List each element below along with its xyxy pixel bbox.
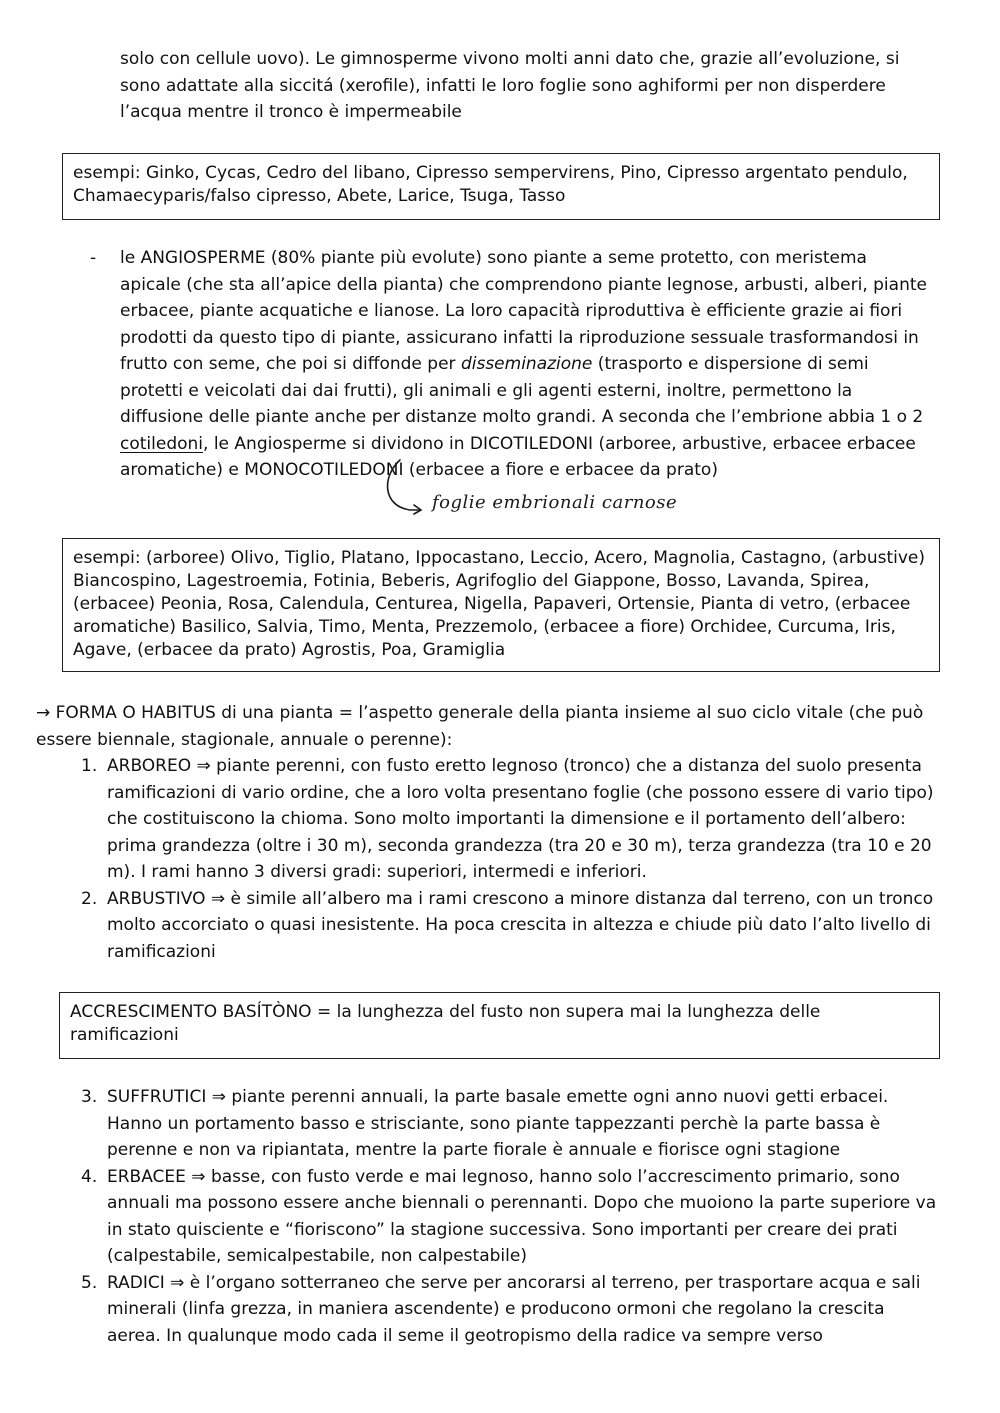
list-number: 4. (81, 1166, 98, 1187)
list-item (81, 886, 942, 966)
list-item-text: ERBACEE ⇒ basse, con fusto verde e mai legnoso, hanno solo l’accrescimento primario, sono annuali ma possono essere anche biennali o perennanti. Dopo che muoiono la parte superiore va in stato quisciente e “fioriscono” la stagione successiva. Sono importanti per creare dei prati (calpestabile, semicalpestabile, non calpestabile) (107, 1166, 937, 1266)
angiosperme-examples-box: esempi: (arboree) Olivo, Tiglio, Platano, Ippocastano, Leccio, Acero, Magnolia, Castagno, (arbustive) Biancospino, Lagestroemia, Fotinia, Beberis, Agrifoglio del Giappone, Bosso, Lavanda, Spirea, (erbacee) Peonia, Rosa, Calendula, Centurea, Nigella, Papaveri, Ortensie, Pianta di vetro, (erbacee aromatiche) Basilico, Salvia, Timo, Menta, Prezzemolo, (erbacee a fiore) Orchidee, Curcuma, Iris, Agave, (erbacee da prato) Agrostis, Poa, Gramiglia (62, 538, 940, 672)
list-number: 3. (81, 1087, 98, 1107)
cotiledoni-underlined: cotiledoni (120, 433, 204, 454)
list-item (81, 1164, 942, 1270)
handwritten-note: foglie embrionali carnose (432, 492, 678, 513)
list-item-text: ARBUSTIVO ⇒ è simile all’albero ma i rami crescono a minore distanza dal terreno, con un tronco molto accorciato o quasi inesistente. Ha poca crescita in altezza e chiude più dato l’alto livello di ramificazioni (107, 888, 934, 962)
habitus-list-a (81, 753, 942, 965)
list-item (81, 1270, 942, 1350)
gimnosperme-examples-box: esempi: Ginko, Cycas, Cedro del libano, Cipresso sempervirens, Pino, Cipresso argentato pendulo, Chamaecyparis/falso cipresso, Abete, Larice, Tsuga, Tasso (62, 153, 940, 220)
angiosperme-bullet: - (90, 248, 97, 268)
angiosperme-text-1: le ANGIOSPERME (80% piante più evolute) sono piante a seme protetto, con meristema apicale (che sta all’apice della pianta) che comprendono piante legnose, arbusti, alberi, piante erbacee, piante acquatiche e lianose. La loro capacità riproduttiva è efficiente grazie ai fiori prodotti da questo tipo di piante, assicurano infatti la riproduzione sessuale trasformandosi in frutto con seme, che poi si diffonde per (120, 248, 927, 374)
angiosperme-paragraph (120, 245, 932, 484)
list-item-text: SUFFRUTICI ⇒ piante perenni annuali, la parte basale emette ogni anno nuovi getti erbacei. Hanno un portamento basso e strisciante, sono piante tappezzanti perchè la parte bassa è perenne e non va ripiantata, mentre la parte fiorale è annuale e fiorisce ogni stagione (107, 1087, 889, 1160)
handwritten-arrow-icon (380, 456, 430, 520)
list-number: 5. (81, 1272, 98, 1293)
list-item-text: ARBOREO ⇒ piante perenni, con fusto eretto legnoso (tronco) che a distanza del suolo presenta ramificazioni di vario ordine, che a loro volta presentano foglie (che possono essere di vario tipo) che costituiscono la chioma. Sono molto importanti la dimensione e il portamento dell’albero: prima grandezza (oltre i 30 m), seconda grandezza (tra 20 e 30 m), terza grandezza (tra 10 e 20 m). I rami hanno 3 diversi gradi: superiori, intermedi e inferiori. (107, 756, 934, 882)
list-item (81, 1084, 942, 1164)
list-number: 2. (81, 888, 98, 909)
accrescimento-box: ACCRESCIMENTO BASÍTÒNO = la lunghezza del fusto non supera mai la lunghezza delle ramificazioni (59, 992, 940, 1059)
list-number: 1. (81, 756, 98, 776)
list-item-text: RADICI ⇒ è l’organo sotterraneo che serve per ancorarsi al terreno, per trasportare acqua e sali minerali (linfa grezza, in maniera ascendente) e producono ormoni che regolano la crescita aerea. In qualunque modo cada il seme il geotropismo della radice va sempre verso (107, 1272, 921, 1346)
angiosperme-italic-term: disseminazione (460, 354, 593, 374)
habitus-list-b (81, 1084, 942, 1349)
intro-paragraph: solo con cellule uovo). Le gimnosperme vivono molti anni dato che, grazie all’evoluzione, si sono adattate alla siccitá (xerofile), infatti le loro foglie sono aghiformi per non disperdere l’acqua mentre il tronco è impermeabile (120, 49, 900, 122)
list-item (81, 753, 942, 886)
habitus-intro: → FORMA O HABITUS di una pianta = l’aspetto generale della pianta insieme al suo ciclo vitale (che può essere biennale, stagionale, annuale o perenne): (36, 703, 924, 750)
angiosperme-text-2: (trasporto e dispersione di semi protetti e veicolati dai dai frutti), gli animali e gli agenti esterni, inoltre, permettono la diffusione delle piante anche per distanze molto grandi. A seconda che l’embrione abbia 1 o 2 (120, 354, 924, 427)
angiosperme-text-3: , le Angiosperme si dividono in DICOTILEDONI (arboree, arbustive, erbacee erbacee aromatiche) e MONOCOTILEDONI (erbacee a fiore e erbacee da prato) (120, 433, 916, 480)
